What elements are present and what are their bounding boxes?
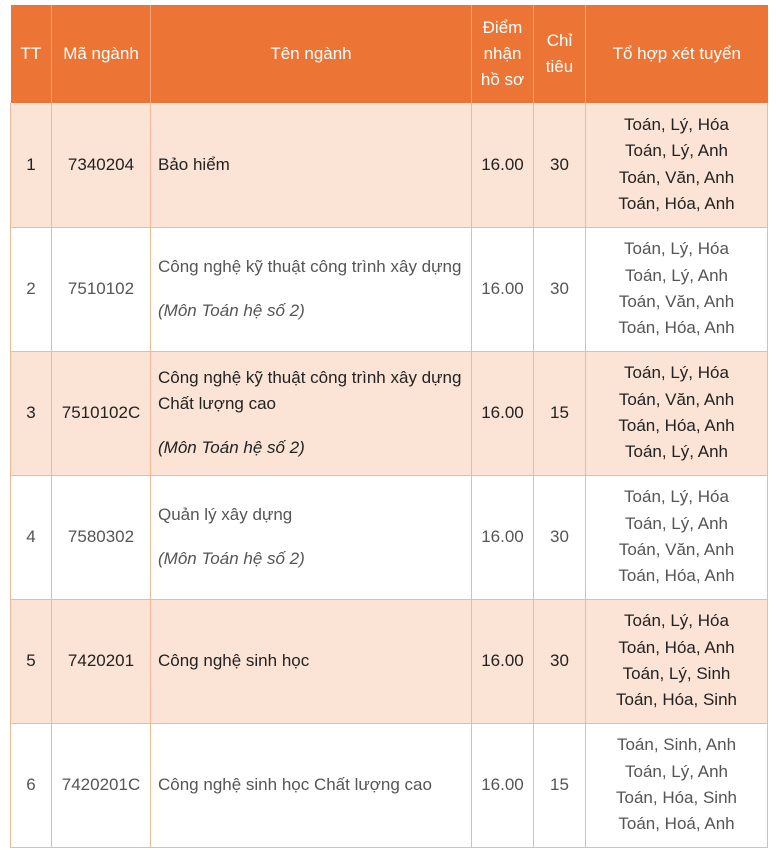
combo-item: Toán, Lý, Hóa [624,115,729,135]
combo-item: Toán, Hóa, Anh [618,194,735,214]
combo-item: Toán, Lý, Anh [624,265,729,285]
cell-name [151,475,472,599]
header-quota-line-2: tiêu [545,57,574,76]
combo-item: Toán, Hóa, Sinh [616,788,737,807]
cell-score: 16.00 [472,723,534,847]
table-row [11,723,768,847]
major-name: Công nghệ sinh học Chất lượng cao [158,774,432,794]
header-score [472,5,534,103]
table-row [11,599,768,723]
combo-item: Toán, Lý, Hóa [624,363,729,383]
cell-combos [586,103,768,227]
cell-quota: 15 [534,351,586,475]
combo-item: Toán, Lý, Sinh [622,664,731,683]
major-name: Công nghệ sinh học [158,650,310,670]
header-score-line-3: hồ sơ [480,70,525,89]
cell-code: 7580302 [52,475,151,599]
combo-item: Toán, Văn, Anh [618,167,735,187]
table-row [11,475,768,599]
cell-quota: 15 [534,723,586,847]
cell-code: 7420201C [52,723,151,847]
major-note: (Môn Toán hệ số 2) [158,549,305,568]
combo-item: Toán, Lý, Hóa [624,239,729,259]
combo-item: Toán, Hóa, Sinh [616,690,737,710]
cell-name [151,103,472,227]
cell-name [151,599,472,723]
combo-item: Toán, Hóa, Anh [618,318,735,338]
header-row [11,5,768,103]
cell-combos [586,227,768,351]
combo-item: Toán, Lý, Hóa [624,611,729,631]
cell-tt: 6 [11,723,52,847]
header-name: Tên ngành [151,5,472,103]
combo-item: Toán, Lý, Anh [624,442,729,462]
cell-name [151,351,472,475]
header-tt: TT [11,5,52,103]
cell-code: 7420201 [52,599,151,723]
table-row [11,227,768,351]
cell-score: 16.00 [472,227,534,351]
cell-quota: 30 [534,227,586,351]
cell-combos [586,351,768,475]
cell-code: 7340204 [52,103,151,227]
cell-combos [586,599,768,723]
combo-item: Toán, Hoá, Anh [618,814,735,834]
header-combo: Tổ hợp xét tuyển [586,5,768,103]
cell-quota: 30 [534,599,586,723]
cell-tt: 5 [11,599,52,723]
major-name: Quản lý xây dựng [158,504,293,524]
combo-item: Toán, Văn, Anh [618,389,735,409]
header-score-line-2: nhận [483,44,522,63]
cell-code: 7510102 [52,227,151,351]
combo-item: Toán, Lý, Hóa [624,487,729,507]
cell-tt: 3 [11,351,52,475]
cell-code: 7510102C [52,351,151,475]
cell-name [151,723,472,847]
major-name: Công nghệ kỹ thuật công trình xây dựng Chất lượng cao [158,367,462,413]
combo-item: Toán, Hóa, Anh [618,416,735,435]
cell-quota: 30 [534,103,586,227]
combo-item: Toán, Lý, Anh [624,513,729,533]
major-note: (Môn Toán hệ số 2) [158,438,305,458]
cell-quota: 30 [534,475,586,599]
combo-item: Toán, Hóa, Anh [618,637,735,657]
cell-tt: 4 [11,475,52,599]
cell-score: 16.00 [472,599,534,723]
cell-combos [586,475,768,599]
combo-item: Toán, Sinh, Anh [616,735,737,755]
table-row [11,103,768,227]
cell-tt: 1 [11,103,52,227]
header-quota-line-1: Chỉ [546,31,573,50]
combo-item: Toán, Lý, Anh [624,761,729,781]
combo-item: Toán, Lý, Anh [624,141,729,161]
combo-item: Toán, Hóa, Anh [618,566,735,586]
admissions-table [10,5,768,848]
header-quota [534,5,586,103]
cell-name [151,227,472,351]
cell-score: 16.00 [472,475,534,599]
header-code: Mã ngành [52,5,151,103]
cell-score: 16.00 [472,351,534,475]
table-row [11,351,768,475]
combo-item: Toán, Văn, Anh [618,540,735,559]
major-name: Bảo hiểm [158,154,230,174]
major-name: Công nghệ kỹ thuật công trình xây dựng [158,256,462,276]
cell-score: 16.00 [472,103,534,227]
cell-combos [586,723,768,847]
cell-tt: 2 [11,227,52,351]
combo-item: Toán, Văn, Anh [618,292,735,311]
major-note: (Môn Toán hệ số 2) [158,301,305,320]
header-score-line-1: Điểm [482,18,523,37]
